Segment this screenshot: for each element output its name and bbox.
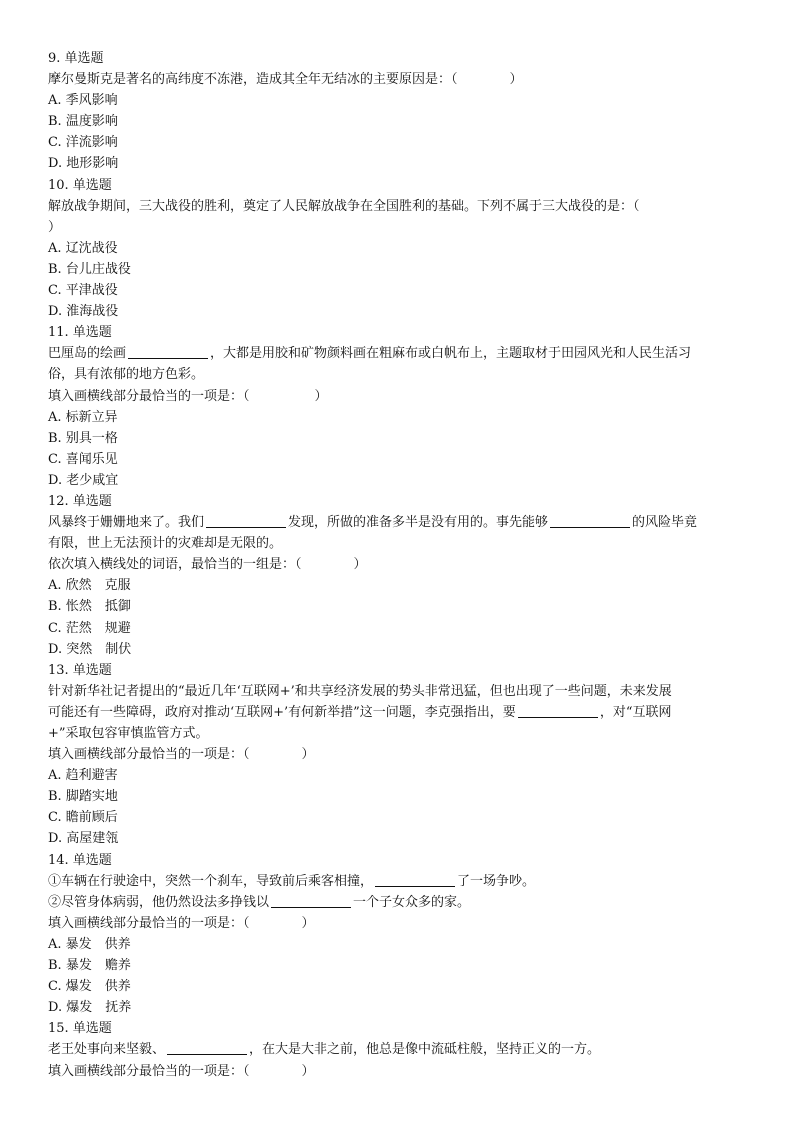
answer-blank [271, 893, 351, 908]
question-stem [48, 1039, 768, 1060]
stem-text: 发现，所做的准备多半是没有用的。事先能够 [288, 515, 549, 531]
question-prompt: 依次填入横线处的词语，最恰当的一组是：（ ） [48, 557, 367, 573]
option-d: D. 地形影响 [48, 156, 119, 172]
option-a: A. 趋利避害 [48, 768, 118, 784]
stem-text: 了一场争吵。 [457, 873, 536, 889]
stem-text: ，对“互联网 [599, 704, 672, 720]
option-c: C. 喜闻乐见 [48, 451, 118, 467]
stem-text: 一个子女众多的家。 [353, 894, 471, 910]
option-c: C. 洋流影响 [48, 135, 118, 151]
option-a: A. 辽沈战役 [48, 240, 118, 256]
question-stem-cont: 有限，世上无法预计的灾难却是无限的。 [48, 536, 283, 552]
option-b: B. 怅然 抵御 [48, 599, 131, 615]
option-d: D. 高屋建瓴 [48, 831, 119, 847]
question-stem: 摩尔曼斯克是著名的高纬度不冻港，造成其全年无结冰的主要原因是：（ ） [48, 72, 523, 88]
answer-blank [167, 1040, 247, 1055]
option-a: A. 季风影响 [48, 93, 118, 109]
option-a: A. 标新立异 [48, 409, 118, 425]
question-stem: 解放战争期间，三大战役的胜利，奠定了人民解放战争在全国胜利的基础。下列不属于三大战役的是：（ [48, 198, 640, 214]
option-b: B. 温度影响 [48, 114, 118, 130]
option-a: A. 欣然 克服 [48, 578, 131, 594]
question-header: 15. 单选题 [48, 1021, 112, 1037]
question-stem [48, 343, 768, 364]
option-b: B. 暴发 赡养 [48, 958, 131, 974]
question-header: 11. 单选题 [48, 325, 112, 341]
question-header: 13. 单选题 [48, 662, 112, 678]
stem-text: ②尽管身体病弱，他仍然设法多挣钱以 [48, 894, 270, 910]
option-d: D. 淮海战役 [48, 304, 119, 320]
answer-blank [375, 872, 455, 887]
answer-blank [206, 513, 286, 528]
stem-text: 风暴终于姗姗地来了。我们 [48, 515, 205, 531]
answer-blank [518, 703, 598, 718]
option-c: C. 平津战役 [48, 283, 118, 299]
option-d: D. 突然 制伏 [48, 641, 132, 657]
option-c: C. 爆发 供养 [48, 979, 131, 995]
question-sentence-2 [48, 892, 768, 913]
question-header: 9. 单选题 [48, 51, 104, 66]
question-header: 10. 单选题 [48, 177, 112, 193]
question-header: 14. 单选题 [48, 852, 112, 868]
question-stem-cont [48, 702, 768, 723]
stem-text: ①车辆在行驶途中，突然一个刹车，导致前后乘客相撞， [48, 873, 374, 889]
answer-blank [550, 513, 630, 528]
stem-text: 老王处事向来坚毅、 [48, 1042, 166, 1058]
stem-text: ，大都是用胶和矿物颜料画在粗麻布或白帆布上，主题取材于田园风光和人民生活习 [210, 346, 692, 362]
stem-text: 巴厘岛的绘画 [48, 346, 127, 362]
question-stem: 针对新华社记者提出的“最近几年‘互联网+’和共享经济发展的势头非常迅猛，但也出现了一些问题，未来发展 [48, 683, 672, 699]
question-prompt: 填入画横线部分最恰当的一项是：（ ） [48, 747, 315, 763]
question-header: 12. 单选题 [48, 493, 112, 509]
option-c: C. 瞻前顾后 [48, 810, 118, 826]
exam-page [48, 48, 768, 1082]
question-sentence-1 [48, 871, 768, 892]
stem-text: 的风险毕竟 [632, 515, 698, 531]
option-c: C. 茫然 规避 [48, 620, 131, 636]
option-d: D. 爆发 抚养 [48, 1000, 132, 1016]
question-stem-cont: ） [48, 219, 62, 235]
answer-blank [128, 344, 208, 359]
question-stem-cont: 俗，具有浓郁的地方色彩。 [48, 367, 205, 383]
question-prompt: 填入画横线部分最恰当的一项是：（ ） [48, 388, 328, 404]
question-prompt: 填入画横线部分最恰当的一项是：（ ） [48, 915, 315, 931]
option-a: A. 暴发 供养 [48, 936, 131, 952]
question-stem [48, 512, 768, 533]
option-b: B. 脚踏实地 [48, 789, 118, 805]
question-prompt: 填入画横线部分最恰当的一项是：（ ） [48, 1063, 315, 1079]
option-d: D. 老少咸宜 [48, 472, 119, 488]
stem-text: 可能还有一些障碍，政府对推动‘互联网+’有何新举措”这一问题，李克强指出，要 [48, 704, 516, 720]
option-b: B. 台儿庄战役 [48, 261, 131, 277]
option-b: B. 别具一格 [48, 430, 118, 446]
question-stem-cont: +”采取包容审慎监管方式。 [48, 726, 209, 741]
stem-text: ，在大是大非之前，他总是像中流砥柱般，坚持正义的一方。 [249, 1042, 601, 1058]
